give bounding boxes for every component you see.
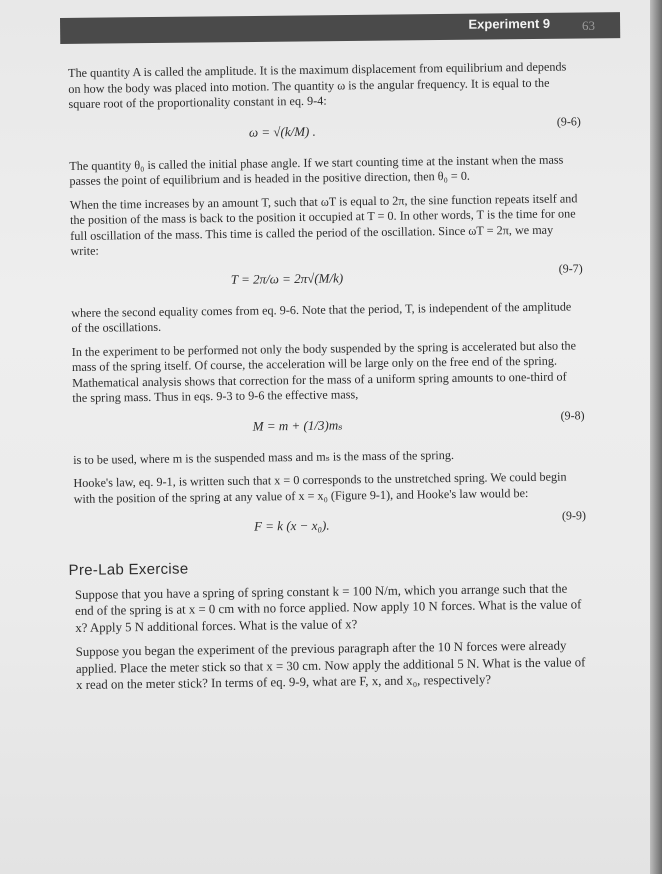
paragraph-amplitude: The quantity A is called the amplitude. It is the maximum displacement from equilibrium and depends on how the body was placed into motion. The quantity ω is the angular frequency. It is equal to the square root of the proportionality constant in eq. 9-4: xyxy=(68,59,567,111)
prelab-question-2: Suppose you began the experiment of the previous paragraph after the 10 N forces were already applied. Place the meter stick so that x = 30 cm. Now apply the additional 5 N. What is the value of x read on the meter stick? In terms of eq. 9-9, what are F, x, and x₀, respectively? xyxy=(75,638,586,692)
equation-9-7 xyxy=(71,261,583,298)
header-bar xyxy=(60,12,620,44)
equation-9-9 xyxy=(74,508,586,545)
equation-formula: T = 2π/ω = 2π√(M/k) xyxy=(230,269,344,287)
document-body xyxy=(68,59,588,701)
equation-formula: M = m + (1/3)mₛ xyxy=(252,416,343,434)
equation-number: (9-8) xyxy=(560,407,585,423)
equation-number: (9-7) xyxy=(558,260,583,276)
paragraph-hookes-law: Hooke's law, eq. 9-1, is written such that x = 0 corresponds to the unstretched spring. We could begin with the position of the spring at any value of x = x₀ (Figure 9-1), and Hooke's law would be: xyxy=(73,469,567,506)
page-edge-shadow xyxy=(650,0,662,874)
equation-formula: ω = √(k/M) . xyxy=(248,123,316,140)
header-title: Experiment 9 xyxy=(468,15,551,32)
page-number: 63 xyxy=(582,18,595,33)
equation-9-6 xyxy=(69,114,581,151)
equation-number: (9-6) xyxy=(556,113,581,129)
paragraph-phase-angle: The quantity θ₀ is called the initial phase angle. If we start counting time at the instant when the mass passes the point of equilibrium and is headed in the positive direction, then θ₀ = 0. xyxy=(69,152,564,188)
prelab-heading: Pre-Lab Exercise xyxy=(68,560,189,580)
paragraph-suspended-mass: is to be used, where m is the suspended mass and mₛ is the mass of the spring. xyxy=(73,447,455,467)
prelab-question-1: Suppose that you have a spring of spring constant k = 100 N/m, which you arrange such that the end of the spring is at x = 0 cm with no force applied. Now apply 10 N forces. What is the value of x? Apply 5 N additional forces. What is the value of x? xyxy=(74,581,582,635)
paragraph-second-equality: where the second equality comes from eq. 9-6. Note that the period, T, is independent of the amplitude of the oscillations. xyxy=(71,298,572,335)
equation-number: (9-9) xyxy=(561,508,587,523)
paragraph-spring-mass: In the experiment to be performed not only the body suspended by the spring is accelerated but also the mass of the spring itself. Of course, the acceleration will be large only on the free end of the spring. Mathematical analysis shows that correction for the mass of a uniform spring amounts to one-third of the spring mass. Thus in eqs. 9-3 to 9-6 the effective mass, xyxy=(71,337,577,405)
equation-9-8 xyxy=(73,408,585,445)
paragraph-period: When the time increases by an amount T, such that ωT is equal to 2π, the sine function repeats itself and the position of the mass is back to the position it occupied at T = 0. In other words, T is the time for one full oscillation of the mass. This time is called the period of the oscillation. Since ωT = 2π, we may write: xyxy=(69,190,578,258)
equation-formula: F = k (x − x₀). xyxy=(253,517,330,534)
